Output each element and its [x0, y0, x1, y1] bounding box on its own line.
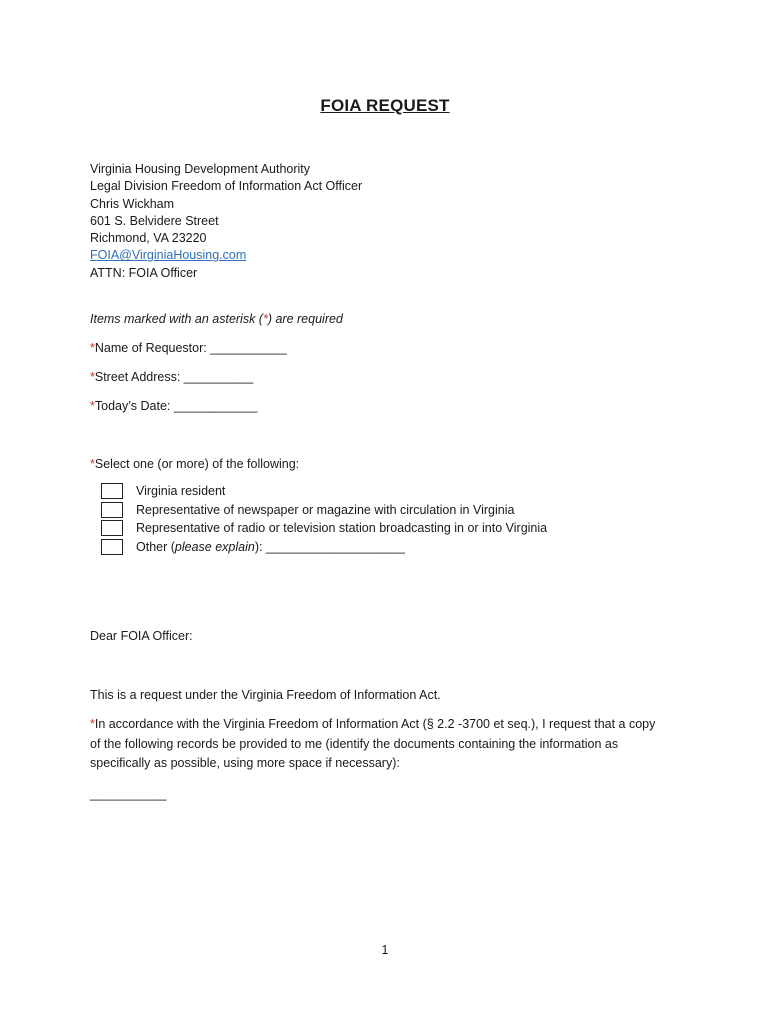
page-number: 1 — [381, 943, 389, 957]
option-label — [136, 538, 405, 557]
required-note-text-end: ) are required — [267, 312, 343, 326]
other-option-text: Other ( — [136, 539, 175, 554]
address-name: Chris Wickham — [90, 196, 175, 211]
select-prompt — [90, 457, 690, 471]
option-label: Representative of radio or television station broadcasting in or into Virginia — [136, 521, 548, 535]
records-blank-field[interactable]: ___________ — [90, 787, 167, 801]
option-label: Virginia resident — [136, 484, 226, 498]
address-city: Richmond, VA 23220 — [90, 231, 207, 246]
document-title: FOIA REQUEST — [320, 96, 450, 115]
street-address-label: Street Address: __________ — [94, 370, 254, 384]
intro-text: This is a request under the Virginia Freedom of Information Act. — [90, 688, 441, 702]
checkbox[interactable] — [101, 539, 123, 555]
address-office: Legal Division Freedom of Information Act Officer — [90, 179, 363, 194]
checkbox[interactable] — [101, 502, 123, 518]
request-paragraph — [90, 715, 690, 774]
required-note-text: Items marked with an asterisk ( — [90, 312, 263, 326]
select-prompt-text: Select one (or more) of the following: — [94, 457, 300, 471]
option-label: Representative of newspaper or magazine with circulation in Virginia — [136, 502, 515, 517]
other-option-blank: ): ____________________ — [254, 539, 405, 554]
address-attn: ATTN: FOIA Officer — [90, 265, 198, 280]
required-asterisk: * — [90, 717, 95, 731]
street-address-field[interactable] — [90, 370, 690, 384]
request-line-1: In accordance with the Virginia Freedom of Information Act (§ 2.2 -3700 et seq.), I request that a copy — [94, 717, 656, 731]
name-field[interactable] — [90, 341, 690, 355]
email-link[interactable]: FOIA@VirginiaHousing.com — [90, 248, 247, 263]
required-asterisk: * — [90, 457, 95, 471]
other-option-italic: please explain — [174, 539, 255, 554]
checkbox[interactable] — [101, 483, 123, 499]
required-asterisk: * — [90, 370, 95, 384]
salutation: Dear FOIA Officer: — [90, 629, 193, 643]
required-note — [90, 312, 690, 326]
address-organization: Virginia Housing Development Authority — [90, 162, 311, 176]
request-line-2: of the following records be provided to me (identify the documents containing the information as — [90, 736, 619, 751]
required-asterisk: * — [90, 341, 95, 355]
date-field-label: Today’s Date: ____________ — [94, 399, 258, 413]
name-field-label: Name of Requestor: ___________ — [94, 341, 287, 355]
request-line-3: specifically as possible, using more space if necessary): — [90, 756, 400, 770]
address-street: 601 S. Belvidere Street — [90, 213, 219, 228]
required-asterisk: * — [262, 312, 268, 326]
required-asterisk: * — [90, 399, 95, 413]
recipient-address — [90, 161, 690, 282]
date-field[interactable] — [90, 399, 690, 413]
checkbox[interactable] — [101, 520, 123, 536]
